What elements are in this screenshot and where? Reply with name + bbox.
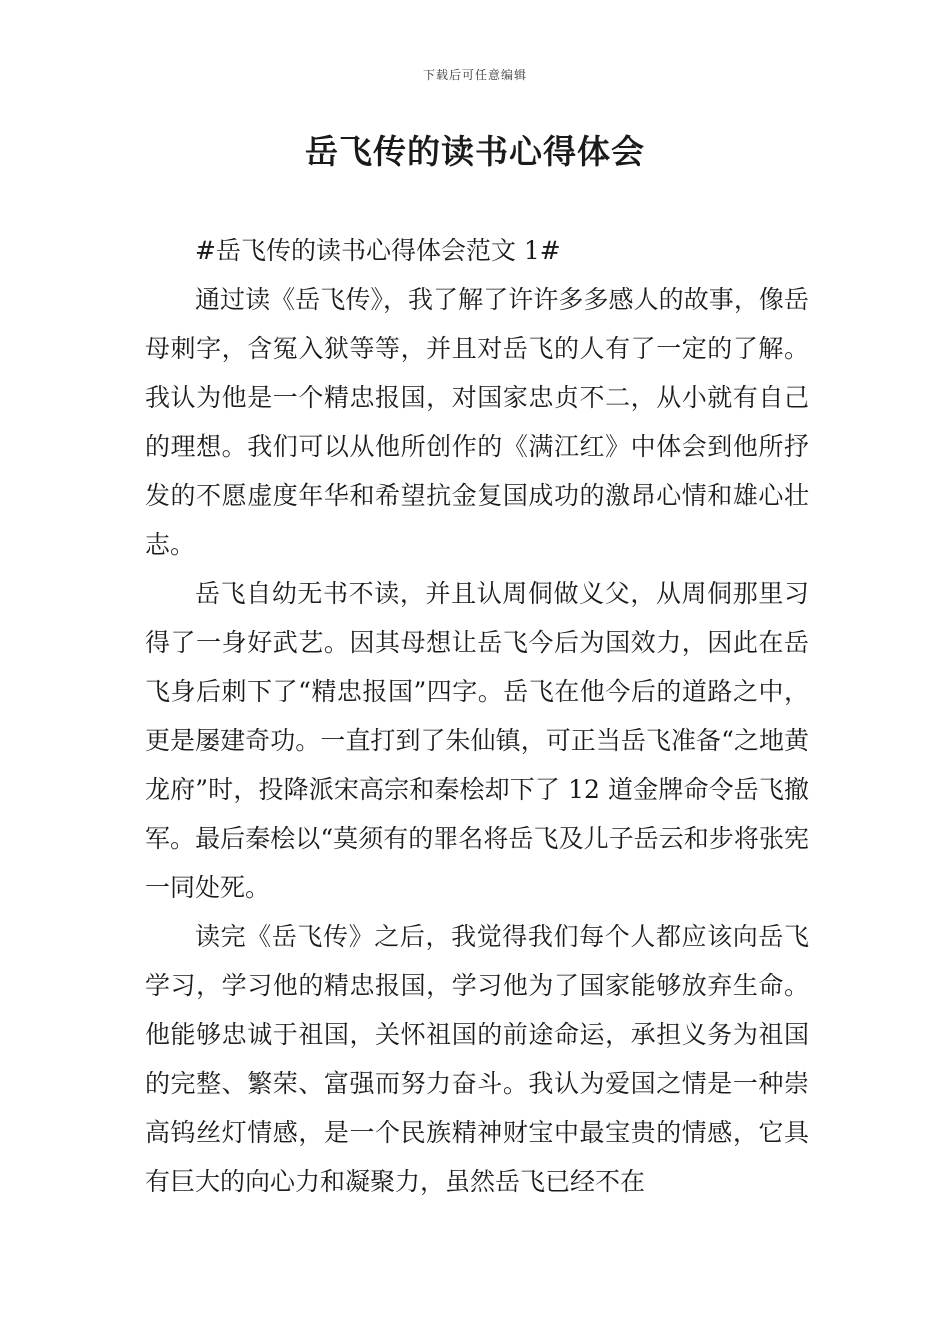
document-body xyxy=(145,226,809,1206)
paragraph-2: 岳飞自幼无书不读，并且认周侗做义父，从周侗那里习得了一身好武艺。因其母想让岳飞今后为国效力，因此在岳飞身后刺下了“精忠报国”四字。岳飞在他今后的道路之中，更是屡建奇功。一直打到了朱仙镇，可正当岳飞准备“之地黄龙府”时，投降派宋高宗和秦桧却下了 12 道金牌命令岳飞撤军。最后秦桧以“莫须有的罪名将岳飞及儿子岳云和步将张宪一同处死。 xyxy=(145,579,809,902)
section-subheading: #岳飞传的读书心得体会范文 1# xyxy=(195,236,561,265)
document-title: 岳飞传的读书心得体会 xyxy=(305,132,645,171)
paragraph-1: 通过读《岳飞传》，我了解了许许多多感人的故事，像岳母刺字，含冤入狱等等，并且对岳飞的人有了一定的了解。我认为他是一个精忠报国，对国家忠贞不二，从小就有自己的理想。我们可以从他所创作的《满江红》中体会到他所抒发的不愿虚度年华和希望抗金复国成功的激昂心情和雄心壮志。 xyxy=(145,285,809,559)
paragraph-3: 读完《岳飞传》之后，我觉得我们每个人都应该向岳飞学习，学习他的精忠报国，学习他为了国家能够放弃生命。他能够忠诚于祖国，关怀祖国的前途命运，承担义务为祖国的完整、繁荣、富强而努力奋斗。我认为爱国之情是一种崇高钨丝灯情感，是一个民族精神财宝中最宝贵的情感，它具有巨大的向心力和凝聚力，虽然岳飞已经不在 xyxy=(145,922,809,1196)
header-note: 下载后可任意编辑 xyxy=(422,68,527,82)
